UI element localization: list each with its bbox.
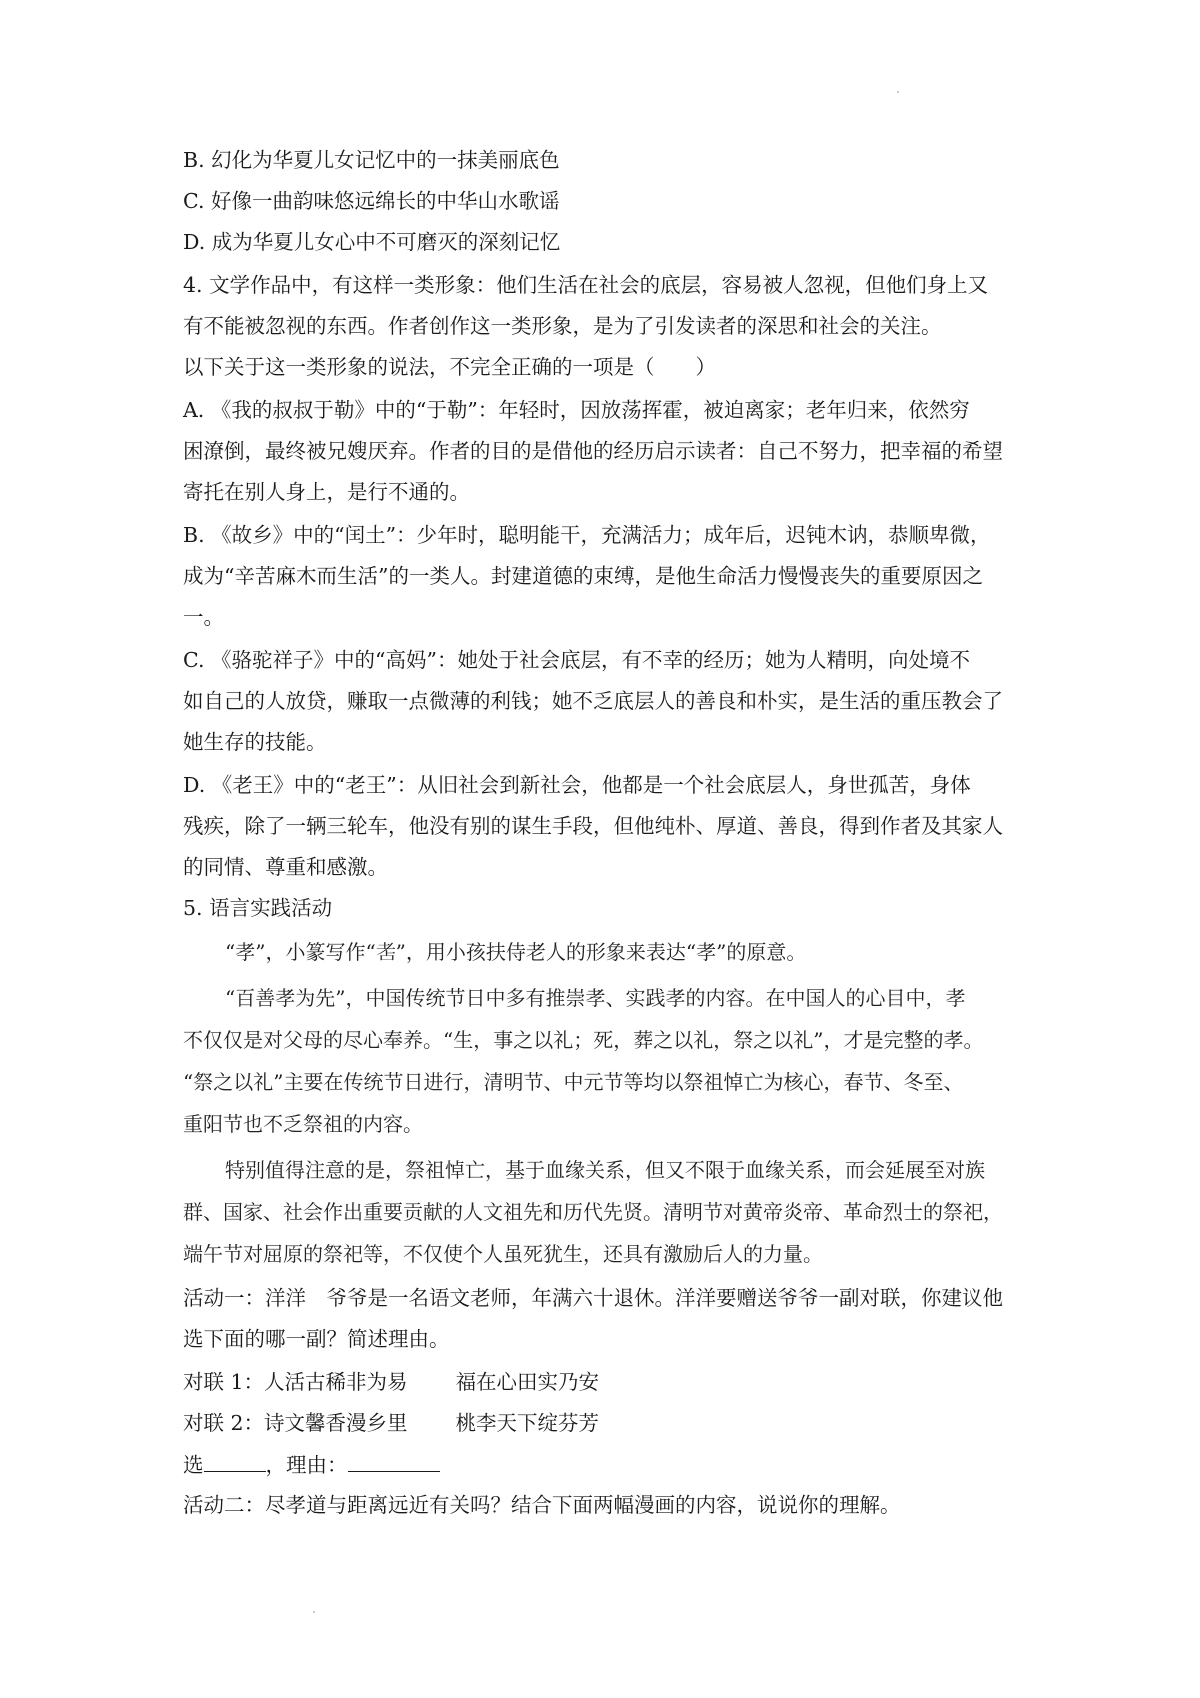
couplet-1	[183, 1367, 599, 1397]
q4-option-a-line: 困潦倒，最终被兄嫂厌弃。作者的目的是借他的经历启示读者：自己不努力，把幸福的希望	[183, 439, 1003, 463]
q4-option-c-line: 她生存的技能。	[183, 730, 327, 754]
q4-option-c-line: 如自己的人放贷，赚取一点微薄的利钱；她不乏底层人的善良和朴实，是生活的重压教会了	[183, 689, 1003, 713]
choice-blank[interactable]	[204, 1449, 266, 1472]
q4-option-b-line: B. 《故乡》中的“闰土”：少年时，聪明能干，充满活力；成年后，迟钝木讷，恭顺卑微，	[183, 523, 991, 547]
couplet-1-second: 福在心田实乃安	[455, 1370, 600, 1394]
q3-option-d: D. 成为华夏儿女心中不可磨灭的深刻记忆	[183, 230, 561, 254]
q4-option-c-line: C. 《骆驼祥子》中的“高妈”：她处于社会底层，有不幸的经历；她为人精明，向处境不	[183, 648, 970, 672]
activity1-line: 选下面的哪一副？简述理由。	[183, 1327, 450, 1351]
q4-stem-line: 有不能被忽视的东西。作者创作这一类形象，是为了引发读者的深思和社会的关注。	[183, 314, 942, 338]
q5-title: 5. 语言实践活动	[183, 896, 333, 920]
activity2-line: 活动二：尽孝道与距离远近有关吗？结合下面两幅漫画的内容，说说你的理解。	[183, 1493, 901, 1517]
q5-passage-line: 不仅仅是对父母的尽心奉养。“生，事之以礼；死，葬之以礼，祭之以礼”，才是完整的孝。	[183, 1028, 984, 1052]
q5-passage-line: “祭之以礼”主要在传统节日进行，清明节、中元节等均以祭祖悼亡为核心，春节、冬至、	[183, 1070, 964, 1094]
q4-option-a-line: A. 《我的叔叔于勒》中的“于勒”：年轻时，因放荡挥霍，被迫离家；老年归来，依然穷	[183, 398, 970, 422]
q5-passage-line: 群、国家、社会作出重要贡献的人文祖先和历代先贤。清明节对黄帝炎帝、革命烈士的祭祀，	[183, 1200, 1003, 1224]
q3-option-c: C. 好像一曲韵味悠远绵长的中华山水歌谣	[183, 189, 560, 213]
q4-option-b-line: 一。	[183, 605, 224, 629]
q5-passage-line: 端午节对屈原的祭祀等，不仅使个人虽死犹生，还具有激励后人的力量。	[183, 1242, 823, 1266]
q4-option-d-line: 的同情、尊重和感激。	[183, 855, 388, 879]
q4-option-a-line: 寄托在别人身上，是行不通的。	[183, 480, 470, 504]
answer-line	[183, 1449, 440, 1479]
q5-passage-line: “百善孝为先”，中国传统节日中多有推崇孝、实践孝的内容。在中国人的心目中，孝	[225, 986, 966, 1010]
q5-passage-line: “孝”，小篆写作“𦒻”，用小孩扶侍老人的形象来表达“孝”的原意。	[225, 940, 807, 964]
q4-stem-line: 以下关于这一类形象的说法，不完全正确的一项是（ ）	[183, 355, 716, 379]
q4-option-d-line: D. 《老王》中的“老王”：从旧社会到新社会，他都是一个社会底层人，身世孤苦，身体	[183, 773, 971, 797]
q4-stem-line: 4. 文学作品中，有这样一类形象：他们生活在社会的底层，容易被人忽视，但他们身上又	[183, 273, 989, 297]
q5-passage-line: 重阳节也不乏祭祖的内容。	[183, 1112, 423, 1136]
q3-option-b: B. 幻化为华夏儿女记忆中的一抹美丽底色	[183, 148, 560, 172]
couplet-2-second: 桃李天下绽芬芳	[455, 1411, 600, 1435]
reason-blank[interactable]	[348, 1449, 440, 1472]
q4-option-b-line: 成为“辛苦麻木而生活”的一类人。封建道德的束缚，是他生命活力慢慢丧失的重要原因之	[183, 564, 983, 588]
reason-label: ，理由：	[265, 1453, 348, 1477]
scan-speck	[313, 1611, 315, 1613]
couplet-2-first: 对联 2：诗文馨香漫乡里	[183, 1411, 408, 1435]
q4-option-d-line: 残疾，除了一辆三轮车，他没有别的谋生手段，但他纯朴、厚道、善良，得到作者及其家人	[183, 814, 1003, 838]
scan-speck	[897, 91, 899, 93]
couplet-2	[183, 1408, 599, 1438]
couplet-1-first: 对联 1：人活古稀非为易	[183, 1370, 408, 1394]
choose-label: 选	[183, 1453, 204, 1477]
activity1-line: 活动一：洋洋 爷爷是一名语文老师，年满六十退休。洋洋要赠送爷爷一副对联，你建议他	[183, 1286, 1003, 1310]
q5-passage-line: 特别值得注意的是，祭祖悼亡，基于血缘关系，但又不限于血缘关系，而会延展至对族	[225, 1158, 985, 1182]
